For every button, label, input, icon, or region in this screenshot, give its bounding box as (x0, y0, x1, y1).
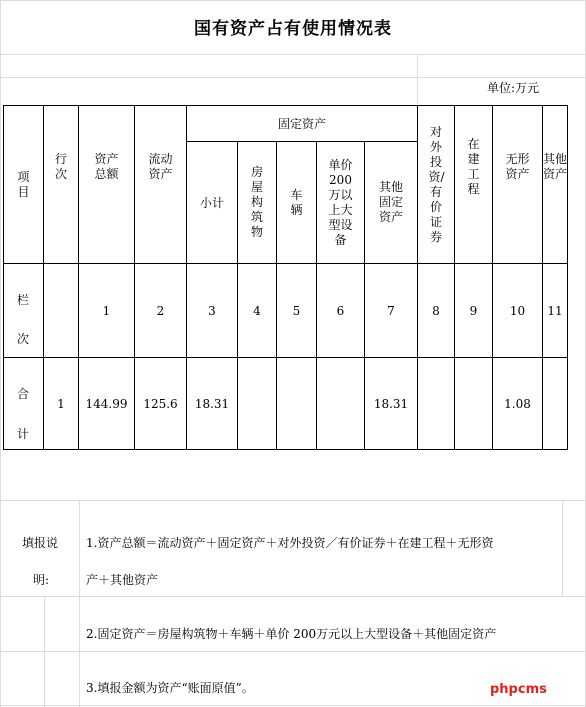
grid-line (44, 596, 45, 707)
grid-line (0, 0, 586, 1)
col-number: 6 (336, 303, 345, 318)
col-number: 8 (432, 303, 440, 318)
col-number: 7 (387, 303, 395, 318)
total-large-equipment (317, 358, 364, 449)
header-intangible: 无形资产 (505, 152, 530, 181)
notes-label-2: 明: (33, 573, 50, 587)
col-number: 10 (509, 303, 526, 318)
total-in-progress (455, 358, 492, 449)
header-in-progress: 在建工程 (467, 137, 480, 196)
note-line-1a: 1.资产总额＝流动资产＋固定资产＋对外投资／有价证券＋在建工程＋无形资 (86, 536, 494, 550)
total-row-no: 1 (57, 396, 65, 411)
total-other-fixed: 18.31 (373, 396, 409, 411)
header-large-equipment: 单价200万以上大型设备 (328, 157, 353, 247)
column-row-label-1: 栏 (17, 293, 30, 307)
total-total-assets: 144.99 (85, 396, 128, 411)
total-investments (418, 358, 454, 449)
table-border (567, 105, 568, 450)
header-buildings: 房屋构筑物 (250, 165, 263, 239)
header-row-no: 行次 (54, 152, 67, 181)
col-number: 4 (253, 303, 261, 318)
header-investments: 对外投资/有价证券 (428, 124, 445, 244)
header-fixed-assets-group: 固定资产 (277, 117, 326, 131)
grid-line (562, 500, 563, 596)
note-line-2: 2.固定资产＝房屋构筑物＋车辆＋单价 200万元以上大型设备＋其他固定资产 (86, 627, 497, 641)
header-other-assets: 其他资产 (543, 152, 568, 181)
grid-line (0, 705, 586, 706)
header-item: 项目 (17, 169, 30, 199)
col-number: 11 (547, 303, 563, 318)
grid-line (79, 500, 80, 707)
table-border (3, 449, 568, 450)
grid-line (0, 77, 586, 78)
total-current-assets: 125.6 (143, 396, 178, 411)
grid-line (417, 54, 418, 106)
page-title: 国有资产占有使用情况表 (194, 19, 392, 39)
grid-line (0, 54, 586, 55)
total-subtotal: 18.31 (194, 396, 230, 411)
grid-line (0, 651, 586, 652)
total-vehicles (277, 358, 316, 449)
column-row-label-2: 次 (17, 332, 30, 346)
header-other-fixed: 其他固定资产 (378, 180, 403, 224)
header-current-assets: 流动资产 (148, 152, 173, 181)
header-subtotal: 小计 (199, 196, 224, 210)
grid-line (0, 500, 586, 501)
col-number: 5 (292, 303, 301, 318)
grid-line (0, 596, 586, 597)
col-number: 9 (469, 303, 478, 318)
col-number: 1 (102, 303, 111, 318)
header-total-assets: 资产总额 (94, 152, 119, 181)
note-line-1b: 产＋其他资产 (86, 573, 159, 587)
total-intangible: 1.08 (504, 396, 531, 411)
notes-label-1: 填报说 (22, 536, 59, 550)
total-other-assets (543, 358, 567, 449)
col-number: 2 (156, 303, 165, 318)
watermark: phpcms (490, 682, 547, 697)
total-row-label-2: 计 (17, 427, 30, 441)
grid-line (0, 0, 1, 707)
col-number: 3 (208, 303, 216, 318)
total-buildings (238, 358, 276, 449)
note-line-3: 3.填报金额为资产“账面原值”。 (86, 681, 254, 695)
total-row-label-1: 合 (17, 387, 30, 401)
header-vehicles: 车辆 (290, 187, 303, 217)
unit-label: 单位:万元 (487, 81, 540, 95)
